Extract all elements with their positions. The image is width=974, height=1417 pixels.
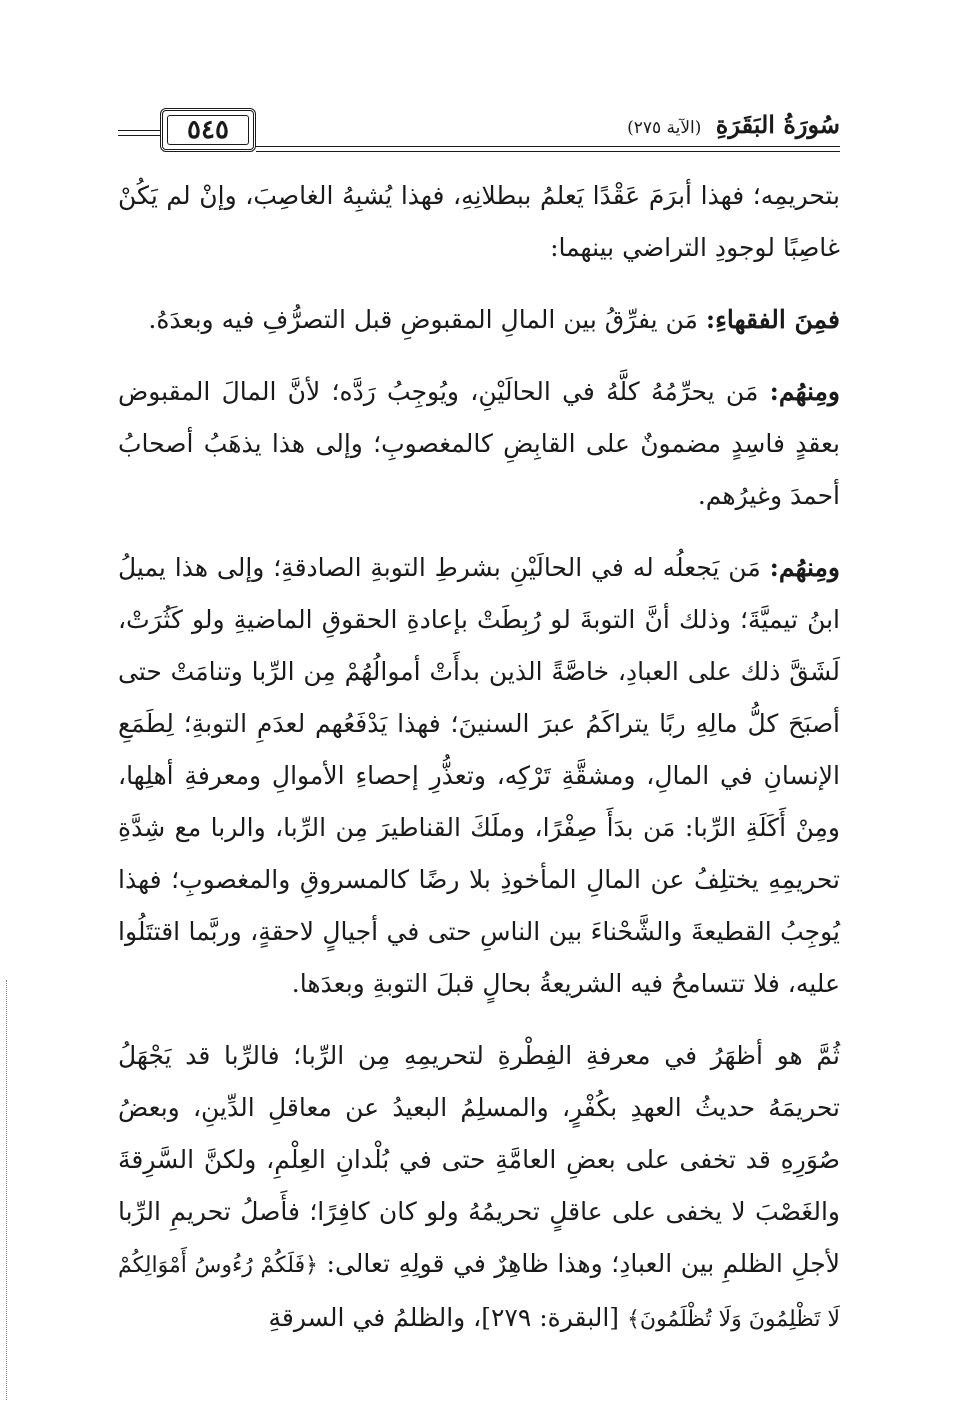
header-rule <box>256 151 840 152</box>
paragraph-text: مَن يَجعلُه له في الحالَيْنِ بشرطِ التوبةِ الصادقةِ؛ وإلى هذا يميلُ ابنُ تيميَّةَ؛ وذلك أنَّ التوبةَ لو رُبِطَتْ بإعادةِ الحقوقِ الماضيةِ ولو كَثُرَتْ، لَشَقَّ ذلك على العبادِ، خاصَّةً الذين بدأَتْ أموالُهُمْ مِن الرِّبا وتنامَتْ حتى أصبَحَ كلُّ مالِهِ ربًا يتراكَمُ عبرَ السنينَ؛ فهذا يَدْفَعُهم لعدَمِ التوبةِ؛ لِطَمَعِ الإنسانِ في المالِ، ومشقَّةِ تَرْكِه، وتعذُّرِ إحصاءِ الأموالِ ومعرفةِ أهلِها، ومِنْ أَكَلَةِ الرِّبا: مَن بدَأَ صِفْرًا، وملَكَ القناطيرَ مِن الرِّبا، والربا مع شِدَّةِ تحريمِهِ يختلِفُ عن المالِ المأخوذِ بلا رضًا كالمسروقِ والمغصوبِ؛ فهذا يُوجِبُ القطيعةَ والشَّحْناءَ بين الناسِ حتى في أجيالٍ لاحقةٍ، وربَّما اقتتَلُوا عليه، فلا تتسامحُ فيه الشريعةُ بحالٍ قبلَ التوبةِ وبعدَها. <box>118 553 840 998</box>
paragraph <box>118 1030 840 1346</box>
paragraph-text: مَن يفرِّقُ بين المالِ المقبوضِ قبل التصرُّفِ فيه وبعدَهُ. <box>148 305 706 334</box>
paragraph <box>118 170 840 274</box>
surah-title: سُورَةُ البَقَرَةِ <box>715 110 840 139</box>
paragraph <box>118 366 840 522</box>
scan-edge <box>6 980 7 1400</box>
page-number: ٥٤٥ <box>187 115 229 145</box>
paragraph <box>118 542 840 1010</box>
paragraph <box>118 294 840 346</box>
header-rule <box>118 130 160 131</box>
paragraph-text: ثُمَّ هو أظهَرُ في معرفةِ الفِطْرةِ لتحريمِهِ مِن الرِّبا؛ فالرِّبا قد يَجْهَلُ تحريمَهُ حديثُ العهدِ بكُفْرٍ، والمسلِمُ البعيدُ عن معاقلِ الدِّينِ، وبعضُ صُوَرِهِ قد تخفى على بعضِ العامَّةِ حتى في بُلْدانِ العِلْمِ، ولكنَّ السَّرِقةَ والغَصْبَ لا يخفى على عاقلٍ تحريمُهُ ولو كان كافِرًا؛ فأَصلُ تحريمِ الرِّبا لأجلِ الظلمِ بين العبادِ؛ وهذا ظاهِرٌ في قولِهِ تعالى: <box>118 1041 840 1278</box>
header-rule <box>118 135 160 136</box>
quran-verse: ﴿فَلَكُمْ رُءُوسُ أَمْوَالِكُمْ لَا تَظْلِمُونَ وَلَا تُظْلَمُونَ﴾ <box>118 1253 840 1332</box>
paragraph-lead: ومِنهُم: <box>769 553 840 582</box>
citation-text: [البقرة: ٢٧٩]، والظلمُ في السرقةِ <box>268 1303 628 1332</box>
paragraph-text: بتحريمِه؛ فهذا أبرَمَ عَقْدًا يَعلمُ ببطلانِهِ، فهذا يُشبِهُ الغاصِبَ، وإنْ لم يَكُنْ غاصِبًا لوجودِ التراضي بينهما: <box>118 181 840 262</box>
surah-heading <box>627 108 840 145</box>
page-number-box <box>160 108 256 152</box>
paragraph-lead: فمِنَ الفقهاءِ: <box>705 305 840 334</box>
ayah-reference: (الآية ٢٧٥) <box>627 118 702 138</box>
header-rule <box>256 146 840 147</box>
page-body <box>118 170 840 1346</box>
page-header <box>118 108 840 160</box>
paragraph-text: مَن يحرِّمُهُ كلَّهُ في الحالَيْنِ، ويُوجِبُ رَدَّه؛ لأنَّ المالَ المقبوض بعقدٍ فاسِدٍ مضمونٌ على القابِضِ كالمغصوبِ؛ وإلى هذا يذهَبُ أصحابُ أحمدَ وغيرُهم. <box>118 377 840 510</box>
paragraph-lead: ومِنهُم: <box>769 377 840 406</box>
